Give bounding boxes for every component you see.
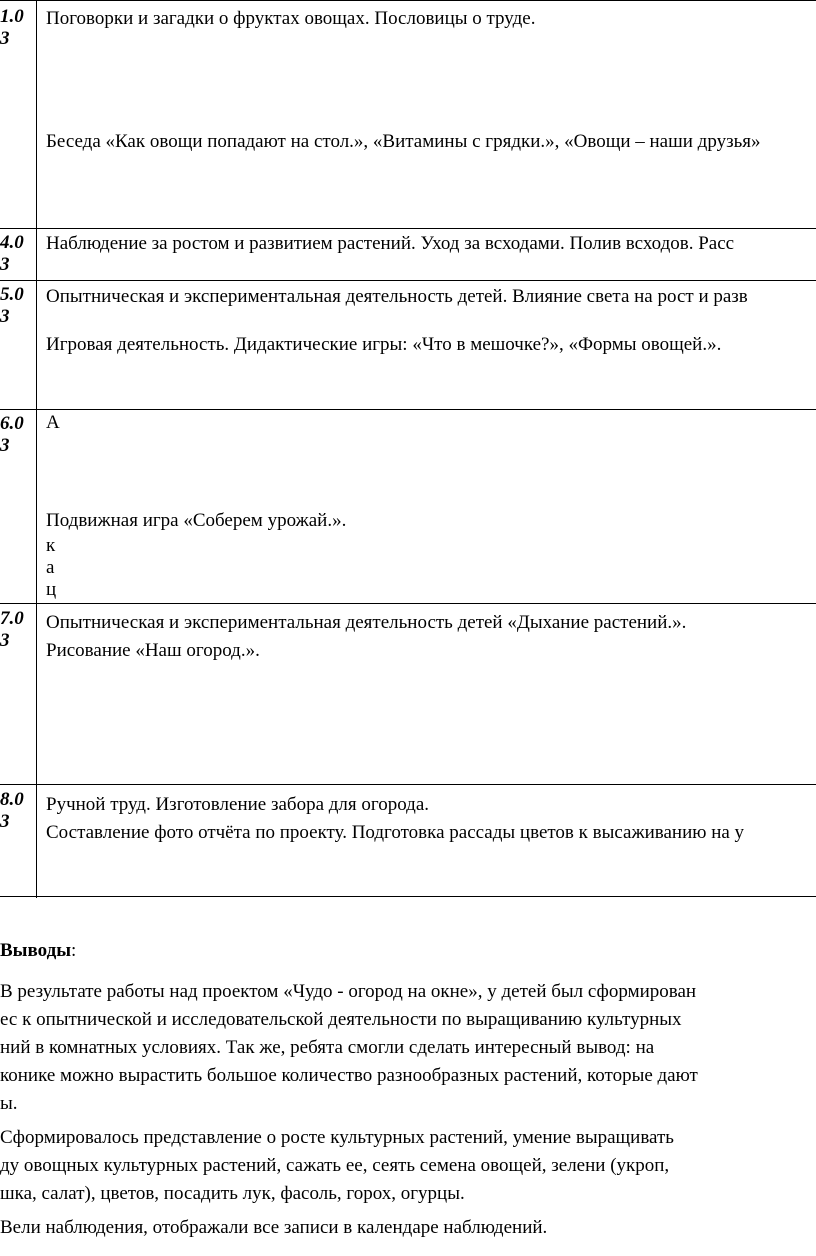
row-date: 7.0 3: [0, 608, 24, 651]
row-date: 4.0 3: [0, 232, 24, 275]
row-date: 6.0 3: [0, 413, 24, 456]
row-text: а: [46, 557, 55, 578]
row-text: Игровая деятельность. Дидактические игры: «Что в мешочке?», «Формы овощей.».: [46, 334, 722, 355]
row-text: Ручной труд. Изготовление забора для огорода.: [46, 794, 430, 815]
row-text: Опытническая и экспериментальная деятельность детей. Влияние света на рост и разв: [46, 286, 748, 307]
paragraph-line: шка, салат), цветов, посадить лук, фасоль, горох, огурцы.: [0, 1183, 465, 1204]
row-divider: [0, 409, 816, 410]
row-text: к: [46, 535, 56, 556]
paragraph-line: В результате работы над проектом «Чудо - огород на окне», у детей был сформирован: [0, 981, 697, 1002]
row-divider: [0, 784, 816, 785]
paragraph-line: ы.: [0, 1093, 18, 1114]
row-text: Наблюдение за ростом и развитием растений. Уход за всходами. Полив всходов. Расс: [46, 233, 735, 254]
paragraph-line: ес к опытнической и исследовательской деятельности по выращиванию культурных: [0, 1009, 682, 1030]
row-text: Составление фото отчёта по проекту. Подготовка рассады цветов к высаживанию на у: [46, 822, 745, 843]
row-divider: [0, 603, 816, 604]
paragraph-line: Вели наблюдения, отображали все записи в календаре наблюдений.: [0, 1217, 548, 1238]
row-divider: [0, 228, 816, 229]
row-text: Беседа «Как овощи попадают на стол.», «Витамины с грядки.», «Овощи – наши друзья»: [46, 131, 761, 152]
row-text: Подвижная игра «Соберем урожай.».: [46, 510, 347, 531]
column-divider: [36, 0, 37, 898]
row-date: 1.0 3: [0, 6, 24, 49]
paragraph-line: конике можно вырастить большое количество разнообразных растений, которые дают: [0, 1065, 698, 1086]
row-date: 8.0 3: [0, 789, 24, 832]
row-date: 5.0 3: [0, 284, 24, 327]
row-text: Поговорки и загадки о фруктах овощах. Пословицы о труде.: [46, 8, 536, 29]
row-divider: [0, 280, 816, 281]
row-text: А: [46, 412, 60, 433]
conclusions-heading: Выводы:: [0, 940, 77, 961]
paragraph-line: ду овощных культурных растений, сажать ее, сеять семена овощей, зелени (укроп,: [0, 1155, 670, 1176]
paragraph-line: ний в комнатных условиях. Так же, ребята смогли сделать интересный вывод: на: [0, 1037, 655, 1058]
paragraph-line: Сформировалось представление о росте культурных растений, умение выращивать: [0, 1127, 674, 1148]
row-text: Опытническая и экспериментальная деятельность детей «Дыхание растений.».: [46, 612, 687, 633]
table-border-top: [0, 0, 816, 1]
row-text: ц: [46, 579, 57, 600]
row-text: Рисование «Наш огород.».: [46, 640, 260, 661]
table-border-bottom: [0, 896, 816, 897]
